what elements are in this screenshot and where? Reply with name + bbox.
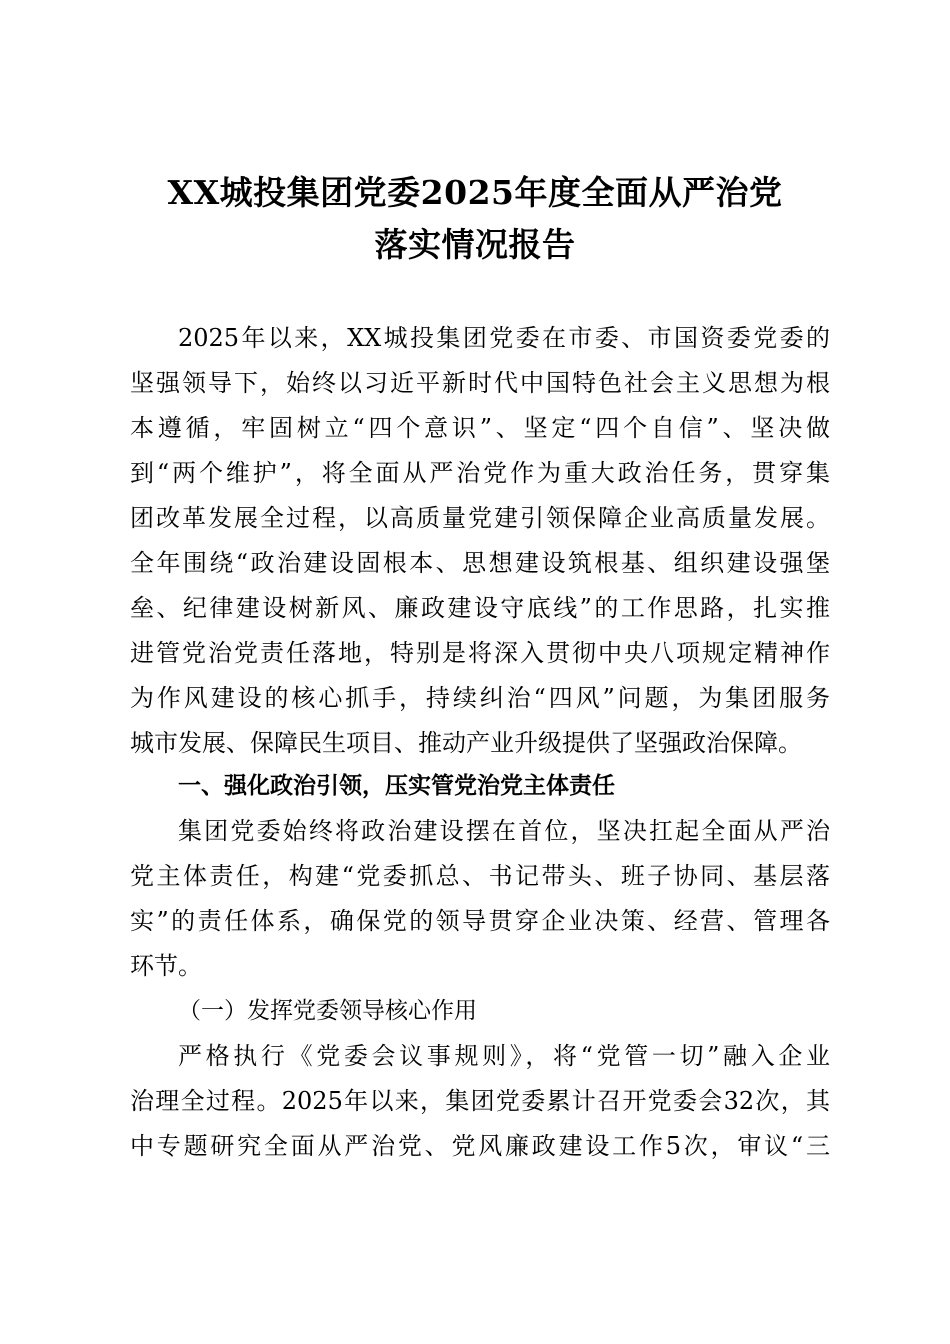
intro-line-2: 坚强领导下，始终以习近平新时代中国特色社会主义思想为根 [130, 369, 830, 397]
intro-line-5: 团改革发展全过程，以高质量党建引领保障企业高质量发展。 [130, 504, 830, 532]
subsection-1-line-1: 严格执行《党委会议事规则》，将“党管一切”融入企业 [178, 1042, 830, 1070]
document-title-line-1: XX城投集团党委2025年度全面从严治党 [167, 173, 783, 212]
section-1-heading: 一、强化政治引领，压实管党治党主体责任 [178, 773, 615, 799]
intro-line-7: 垒、纪律建设树新风、廉政建设守底线”的工作思路，扎实推 [130, 594, 830, 622]
section-1-line-3: 实”的责任体系，确保党的领导贯穿企业决策、经营、管理各 [130, 907, 830, 935]
intro-line-6: 全年围绕“政治建设固根本、思想建设筑根基、组织建设强堡 [130, 549, 830, 577]
subsection-1-line-2: 治理全过程。2025年以来，集团党委累计召开党委会32次，其 [130, 1087, 830, 1115]
intro-line-8: 进管党治党责任落地，特别是将深入贯彻中央八项规定精神作 [130, 639, 830, 667]
intro-line-3: 本遵循，牢固树立“四个意识”、坚定“四个自信”、坚决做 [130, 414, 830, 442]
intro-line-10: 城市发展、保障民生项目、推动产业升级提供了坚强政治保障。 [130, 729, 802, 757]
document-title-line-2: 落实情况报告 [374, 225, 576, 264]
section-1-line-2: 党主体责任，构建“党委抓总、书记带头、班子协同、基层落 [130, 862, 830, 890]
intro-line-9: 为作风建设的核心抓手，持续纠治“四风”问题，为集团服务 [130, 684, 830, 712]
intro-line-1: 2025年以来，XX城投集团党委在市委、市国资委党委的 [178, 324, 830, 352]
section-1-line-4: 环节。 [130, 952, 202, 980]
intro-line-4: 到“两个维护”，将全面从严治党作为重大政治任务，贯穿集 [130, 459, 830, 487]
subsection-1-line-3: 中专题研究全面从严治党、党风廉政建设工作5次，审议“三 [130, 1132, 830, 1160]
section-1-line-1: 集团党委始终将政治建设摆在首位，坚决扛起全面从严治 [178, 817, 830, 845]
subsection-1-heading: （一）发挥党委领导核心作用 [178, 998, 477, 1024]
